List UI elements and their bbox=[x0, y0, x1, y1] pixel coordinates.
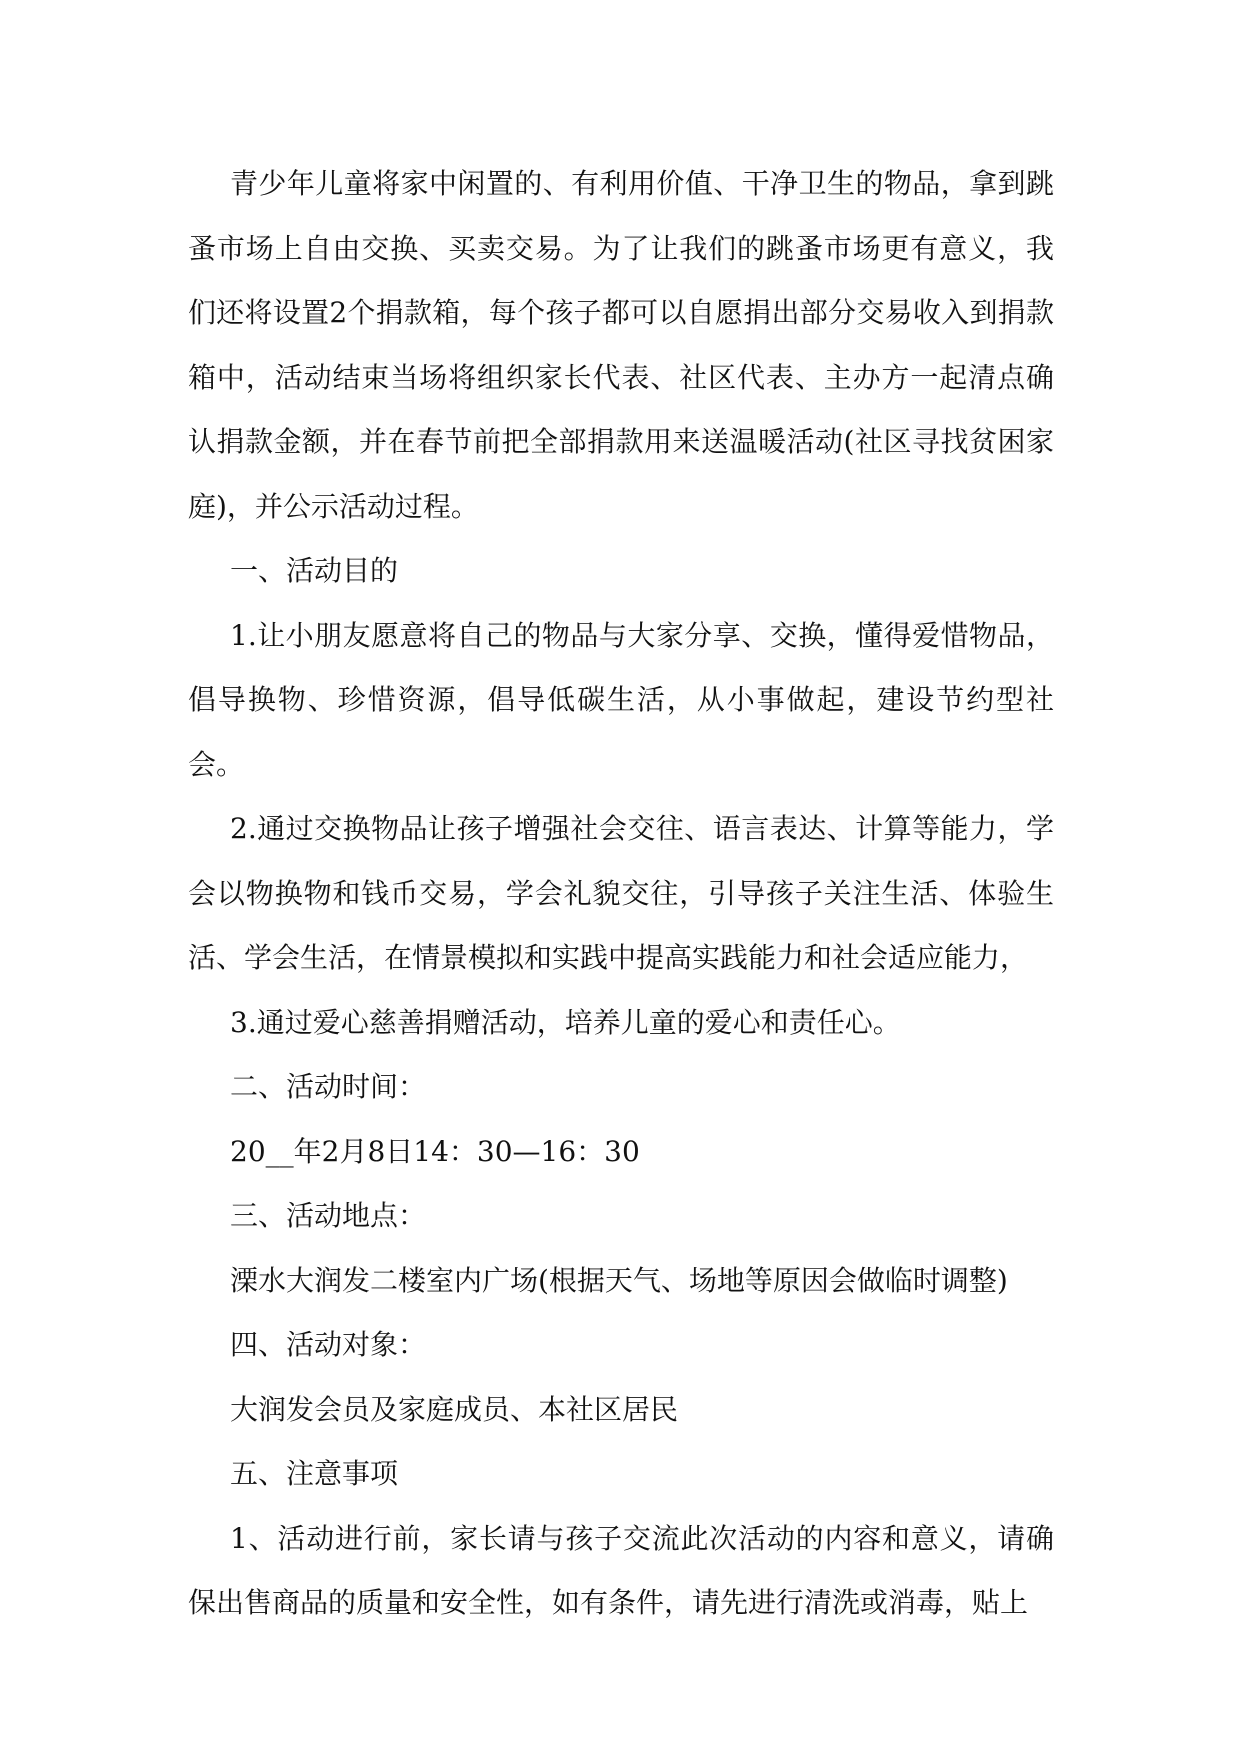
event-time: 20__年2月8日14：30—16：30 bbox=[230, 1134, 640, 1168]
section-heading-notes: 五、注意事项 bbox=[230, 1457, 399, 1490]
event-location: 溧水大润发二楼室内广场(根据天气、场地等原因会做临时调整) bbox=[230, 1263, 1008, 1297]
purpose-item-3: 3.通过爱心慈善捐赠活动，培养儿童的爱心和责任心。 bbox=[230, 1005, 901, 1039]
purpose-item-2: 2.通过交换物品让孩子增强社会交往、语言表达、计算等能力，学会以物换物和钱币交易，学会礼貌交往，引导孩子关注生活、体验生活、学会生活，在情景模拟和实践中提高实践能力和社会适应能力， bbox=[188, 812, 1054, 974]
section-heading-purpose: 一、活动目的 bbox=[230, 554, 399, 587]
section-heading-location: 三、活动地点： bbox=[230, 1199, 427, 1232]
document-body bbox=[188, 152, 1054, 1636]
section-heading-audience: 四、活动对象： bbox=[230, 1328, 427, 1361]
section-heading-time: 二、活动时间： bbox=[230, 1070, 427, 1103]
notes-item-1: 1、活动进行前，家长请与孩子交流此次活动的内容和意义，请确保出售商品的质量和安全性，如有条件，请先进行清洗或消毒，贴上 bbox=[188, 1521, 1054, 1619]
event-audience: 大润发会员及家庭成员、本社区居民 bbox=[230, 1392, 679, 1426]
purpose-item-1: 1.让小朋友愿意将自己的物品与大家分享、交换，懂得爱惜物品，倡导换物、珍惜资源，倡导低碳生活，从小事做起，建设节约型社会。 bbox=[188, 618, 1054, 781]
paragraph-intro: 青少年儿童将家中闲置的、有利用价值、干净卫生的物品，拿到跳蚤市场上自由交换、买卖交易。为了让我们的跳蚤市场更有意义，我们还将设置2个捐款箱，每个孩子都可以自愿捐出部分交易收入到捐款箱中，活动结束当场将组织家长代表、社区代表、主办方一起清点确认捐款金额，并在春节前把全部捐款用来送温暖活动(社区寻找贫困家庭)，并公示活动过程。 bbox=[188, 167, 1054, 523]
